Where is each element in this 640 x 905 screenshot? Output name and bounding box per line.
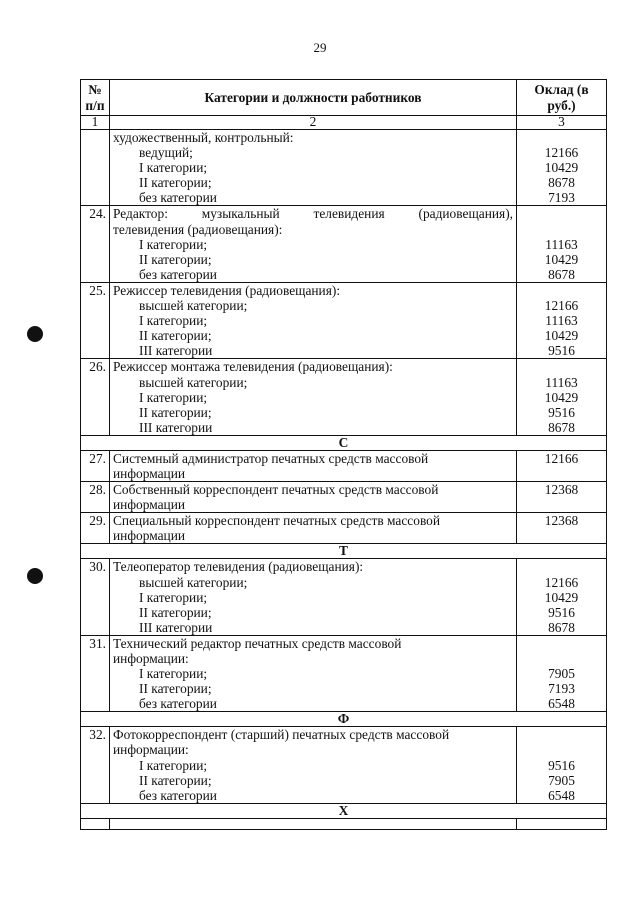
- section-row: [81, 544, 607, 559]
- grade-label: II категории;: [139, 175, 212, 191]
- grade-label: II категории;: [139, 772, 212, 788]
- grade-label: III категории: [139, 343, 213, 359]
- row-number: 25.: [81, 282, 110, 358]
- salary-cell: [517, 206, 607, 282]
- salary-value: 12166: [544, 574, 579, 590]
- position-title: Собственный корреспондент печатных средств массовой: [113, 482, 439, 498]
- section-row: [81, 712, 607, 727]
- position-title: телевидения (радиовещания):: [113, 221, 283, 237]
- row-number: 24.: [81, 206, 110, 282]
- position-title: информации:: [113, 742, 189, 758]
- position-cell: [110, 559, 517, 635]
- position-title: информации:: [113, 651, 189, 666]
- salary-cell: [517, 482, 607, 513]
- grade-label: высшей категории;: [139, 574, 248, 590]
- salary-value: 11163: [545, 236, 578, 252]
- grade-label: II категории;: [139, 404, 212, 420]
- grade-label: без категории: [139, 190, 217, 206]
- grade-label: без категории: [139, 266, 217, 282]
- table-row: [81, 513, 607, 544]
- section-letter: Х: [81, 803, 607, 818]
- position-title: Системный администратор печатных средств массовой: [113, 450, 429, 466]
- column-number: 1: [81, 116, 110, 130]
- page-number: 29: [313, 40, 327, 55]
- table-row: [81, 359, 607, 435]
- grade-label: II категории;: [139, 328, 212, 344]
- row-number: 29.: [81, 513, 110, 544]
- row-number: 27.: [81, 450, 110, 481]
- grade-label: высшей категории;: [139, 298, 248, 314]
- salary-table: [80, 79, 607, 830]
- row-number: 32.: [81, 727, 110, 803]
- salary-value: 10429: [544, 251, 579, 267]
- row-number: 28.: [81, 482, 110, 513]
- grade-label: I категории;: [139, 160, 208, 176]
- salary-value: 10429: [544, 328, 579, 344]
- salary-value: 6548: [548, 696, 575, 712]
- position-title: Режиссер телевидения (радиовещания):: [113, 282, 341, 298]
- grade-label: I категории;: [139, 666, 208, 682]
- salary-value: 10429: [544, 589, 579, 605]
- row-number: 30.: [81, 559, 110, 635]
- grade-label: I категории;: [139, 389, 208, 405]
- salary-value: 9516: [548, 604, 575, 620]
- salary-value: 7193: [548, 190, 575, 206]
- punch-hole-mark: [27, 326, 43, 342]
- position-cell: [110, 513, 517, 544]
- salary-value: 7193: [548, 681, 575, 697]
- position-cell: [110, 206, 517, 282]
- salary-value: 8678: [548, 175, 575, 191]
- position-cell: [110, 482, 517, 513]
- section-letter: Ф: [81, 712, 607, 727]
- table-row: [81, 482, 607, 513]
- grade-label: II категории;: [139, 251, 212, 267]
- salary-value: 6548: [548, 787, 575, 803]
- position-title: художественный, контрольный:: [113, 130, 294, 145]
- position-cell: [110, 635, 517, 711]
- table-row: [81, 635, 607, 711]
- salary-value: 10429: [544, 160, 579, 176]
- header-salary: Оклад (в руб.): [517, 80, 607, 116]
- salary-cell: [517, 727, 607, 803]
- salary-cell: [517, 559, 607, 635]
- position-title: Телеоператор телевидения (радиовещания):: [113, 559, 364, 575]
- position-title: Редактор: музыкальный телевидения (радиовещания),: [113, 206, 513, 222]
- salary-value: 12166: [544, 450, 579, 466]
- header-number: № п/п: [81, 80, 110, 116]
- position-cell: [110, 727, 517, 803]
- column-number: 2: [110, 116, 517, 130]
- salary-cell: [517, 450, 607, 481]
- salary-value: 9516: [548, 757, 575, 773]
- table-row: [81, 818, 607, 829]
- table-row: [81, 130, 607, 206]
- grade-label: ведущий;: [139, 145, 193, 161]
- section-letter: Т: [81, 544, 607, 559]
- table-row: [81, 282, 607, 358]
- position-title: Фотокорреспондент (старший) печатных средств массовой: [113, 727, 450, 743]
- salary-value: 8678: [548, 266, 575, 282]
- column-number-row: [81, 116, 607, 130]
- position-title: информации: [113, 465, 186, 481]
- punch-hole-mark: [27, 568, 43, 584]
- position-title: информации: [113, 528, 186, 544]
- salary-value: 12166: [544, 145, 579, 161]
- salary-value: 11163: [545, 374, 578, 390]
- salary-cell: [517, 130, 607, 206]
- salary-value: 9516: [548, 343, 575, 359]
- position-cell: [110, 450, 517, 481]
- salary-cell: [517, 635, 607, 711]
- salary-cell: [517, 359, 607, 435]
- position-cell: [110, 359, 517, 435]
- row-number: 26.: [81, 359, 110, 435]
- salary-value: 12166: [544, 298, 579, 314]
- grade-label: II категории;: [139, 604, 212, 620]
- section-letter: С: [81, 435, 607, 450]
- grade-label: высшей категории;: [139, 374, 248, 390]
- table-row: [81, 450, 607, 481]
- position-title: Специальный корреспондент печатных средств массовой: [113, 513, 441, 529]
- position-title: Технический редактор печатных средств массовой: [113, 635, 402, 651]
- table-row: [81, 206, 607, 282]
- grade-label: без категории: [139, 787, 217, 803]
- header-position: Категории и должности работников: [110, 80, 517, 116]
- column-number: 3: [517, 116, 607, 130]
- position-title: Режиссер монтажа телевидения (радиовещания):: [113, 359, 393, 375]
- row-number: 31.: [81, 635, 110, 711]
- grade-label: I категории;: [139, 589, 208, 605]
- salary-value: 8678: [548, 619, 575, 635]
- grade-label: II категории;: [139, 681, 212, 697]
- section-row: [81, 803, 607, 818]
- salary-cell: [517, 513, 607, 544]
- grade-label: I категории;: [139, 757, 208, 773]
- salary-value: 12368: [544, 513, 579, 529]
- salary-value: 9516: [548, 404, 575, 420]
- position-title: информации: [113, 497, 186, 513]
- table-header-row: [81, 80, 607, 116]
- table-row: [81, 559, 607, 635]
- salary-value: 7905: [548, 772, 575, 788]
- grade-label: без категории: [139, 696, 217, 712]
- salary-value: 8678: [548, 419, 575, 435]
- table-row: [81, 727, 607, 803]
- salary-value: 12368: [544, 482, 579, 498]
- salary-cell: [517, 282, 607, 358]
- row-number: [81, 130, 110, 206]
- section-row: [81, 435, 607, 450]
- grade-label: III категории: [139, 419, 213, 435]
- grade-label: I категории;: [139, 313, 208, 329]
- salary-value: 10429: [544, 389, 579, 405]
- grade-label: III категории: [139, 619, 213, 635]
- grade-label: I категории;: [139, 236, 208, 252]
- salary-value: 11163: [545, 313, 578, 329]
- position-cell: [110, 130, 517, 206]
- salary-value: 7905: [548, 666, 575, 682]
- position-cell: [110, 282, 517, 358]
